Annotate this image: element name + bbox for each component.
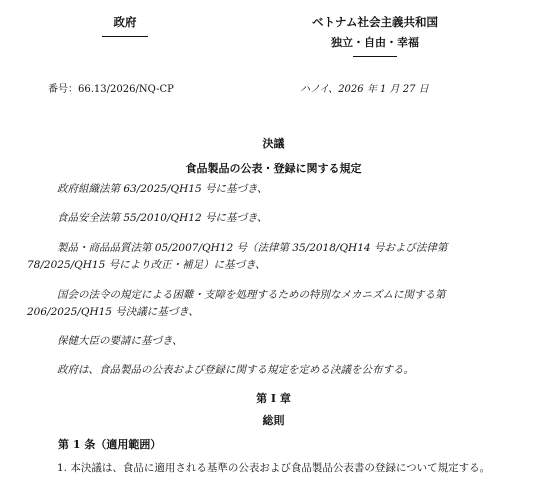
- preamble-paragraph: 製品・商品品質法第 05/2007/QH12 号（法律第 35/2018/QH14 号および法律第 78/2025/QH15 号により改正・補足）に基づき、: [27, 242, 448, 271]
- place-and-date: ハノイ、2026 年 1 月 27 日: [300, 84, 429, 95]
- article-clause: 1. 本決議は、食品に適用される基準の公表および食品製品公表書の登録について規定する。: [57, 462, 491, 474]
- preamble-paragraph: 保健大臣の要請に基づき、: [57, 335, 183, 347]
- preamble-paragraph: 政府は、食品製品の公表および登録に関する規定を定める決議を公布する。: [57, 364, 414, 376]
- preamble-paragraph: 食品安全法第 55/2010/QH12 号に基づき、: [57, 212, 268, 224]
- document-number: 番号：66.13/2026/NQ-CP: [48, 84, 174, 95]
- motto-underline: [353, 56, 397, 57]
- chapter-title: 総則: [262, 414, 285, 427]
- article-heading: 第 1 条（適用範囲）: [58, 438, 162, 451]
- preamble-paragraph: 政府組織法第 63/2025/QH15 号に基づき、: [57, 183, 268, 195]
- national-header-block: [270, 14, 480, 57]
- national-motto: 独立・自由・幸福: [331, 36, 419, 49]
- agency-underline: [102, 36, 148, 37]
- preamble-paragraph: 国会の法令の規定による困難・支障を処理するための特別なメカニズムに関する第 206/2025/QH15 号決議に基づき、: [27, 289, 446, 318]
- document-type: 決議: [262, 137, 285, 150]
- country-name: ベトナム社会主義共和国: [312, 15, 438, 29]
- issuing-agency: 政府: [113, 15, 137, 29]
- document-title: 食品製品の公表・登録に関する規定: [185, 162, 362, 175]
- chapter-number: 第 I 章: [256, 392, 291, 405]
- issuing-agency-block: [60, 14, 190, 37]
